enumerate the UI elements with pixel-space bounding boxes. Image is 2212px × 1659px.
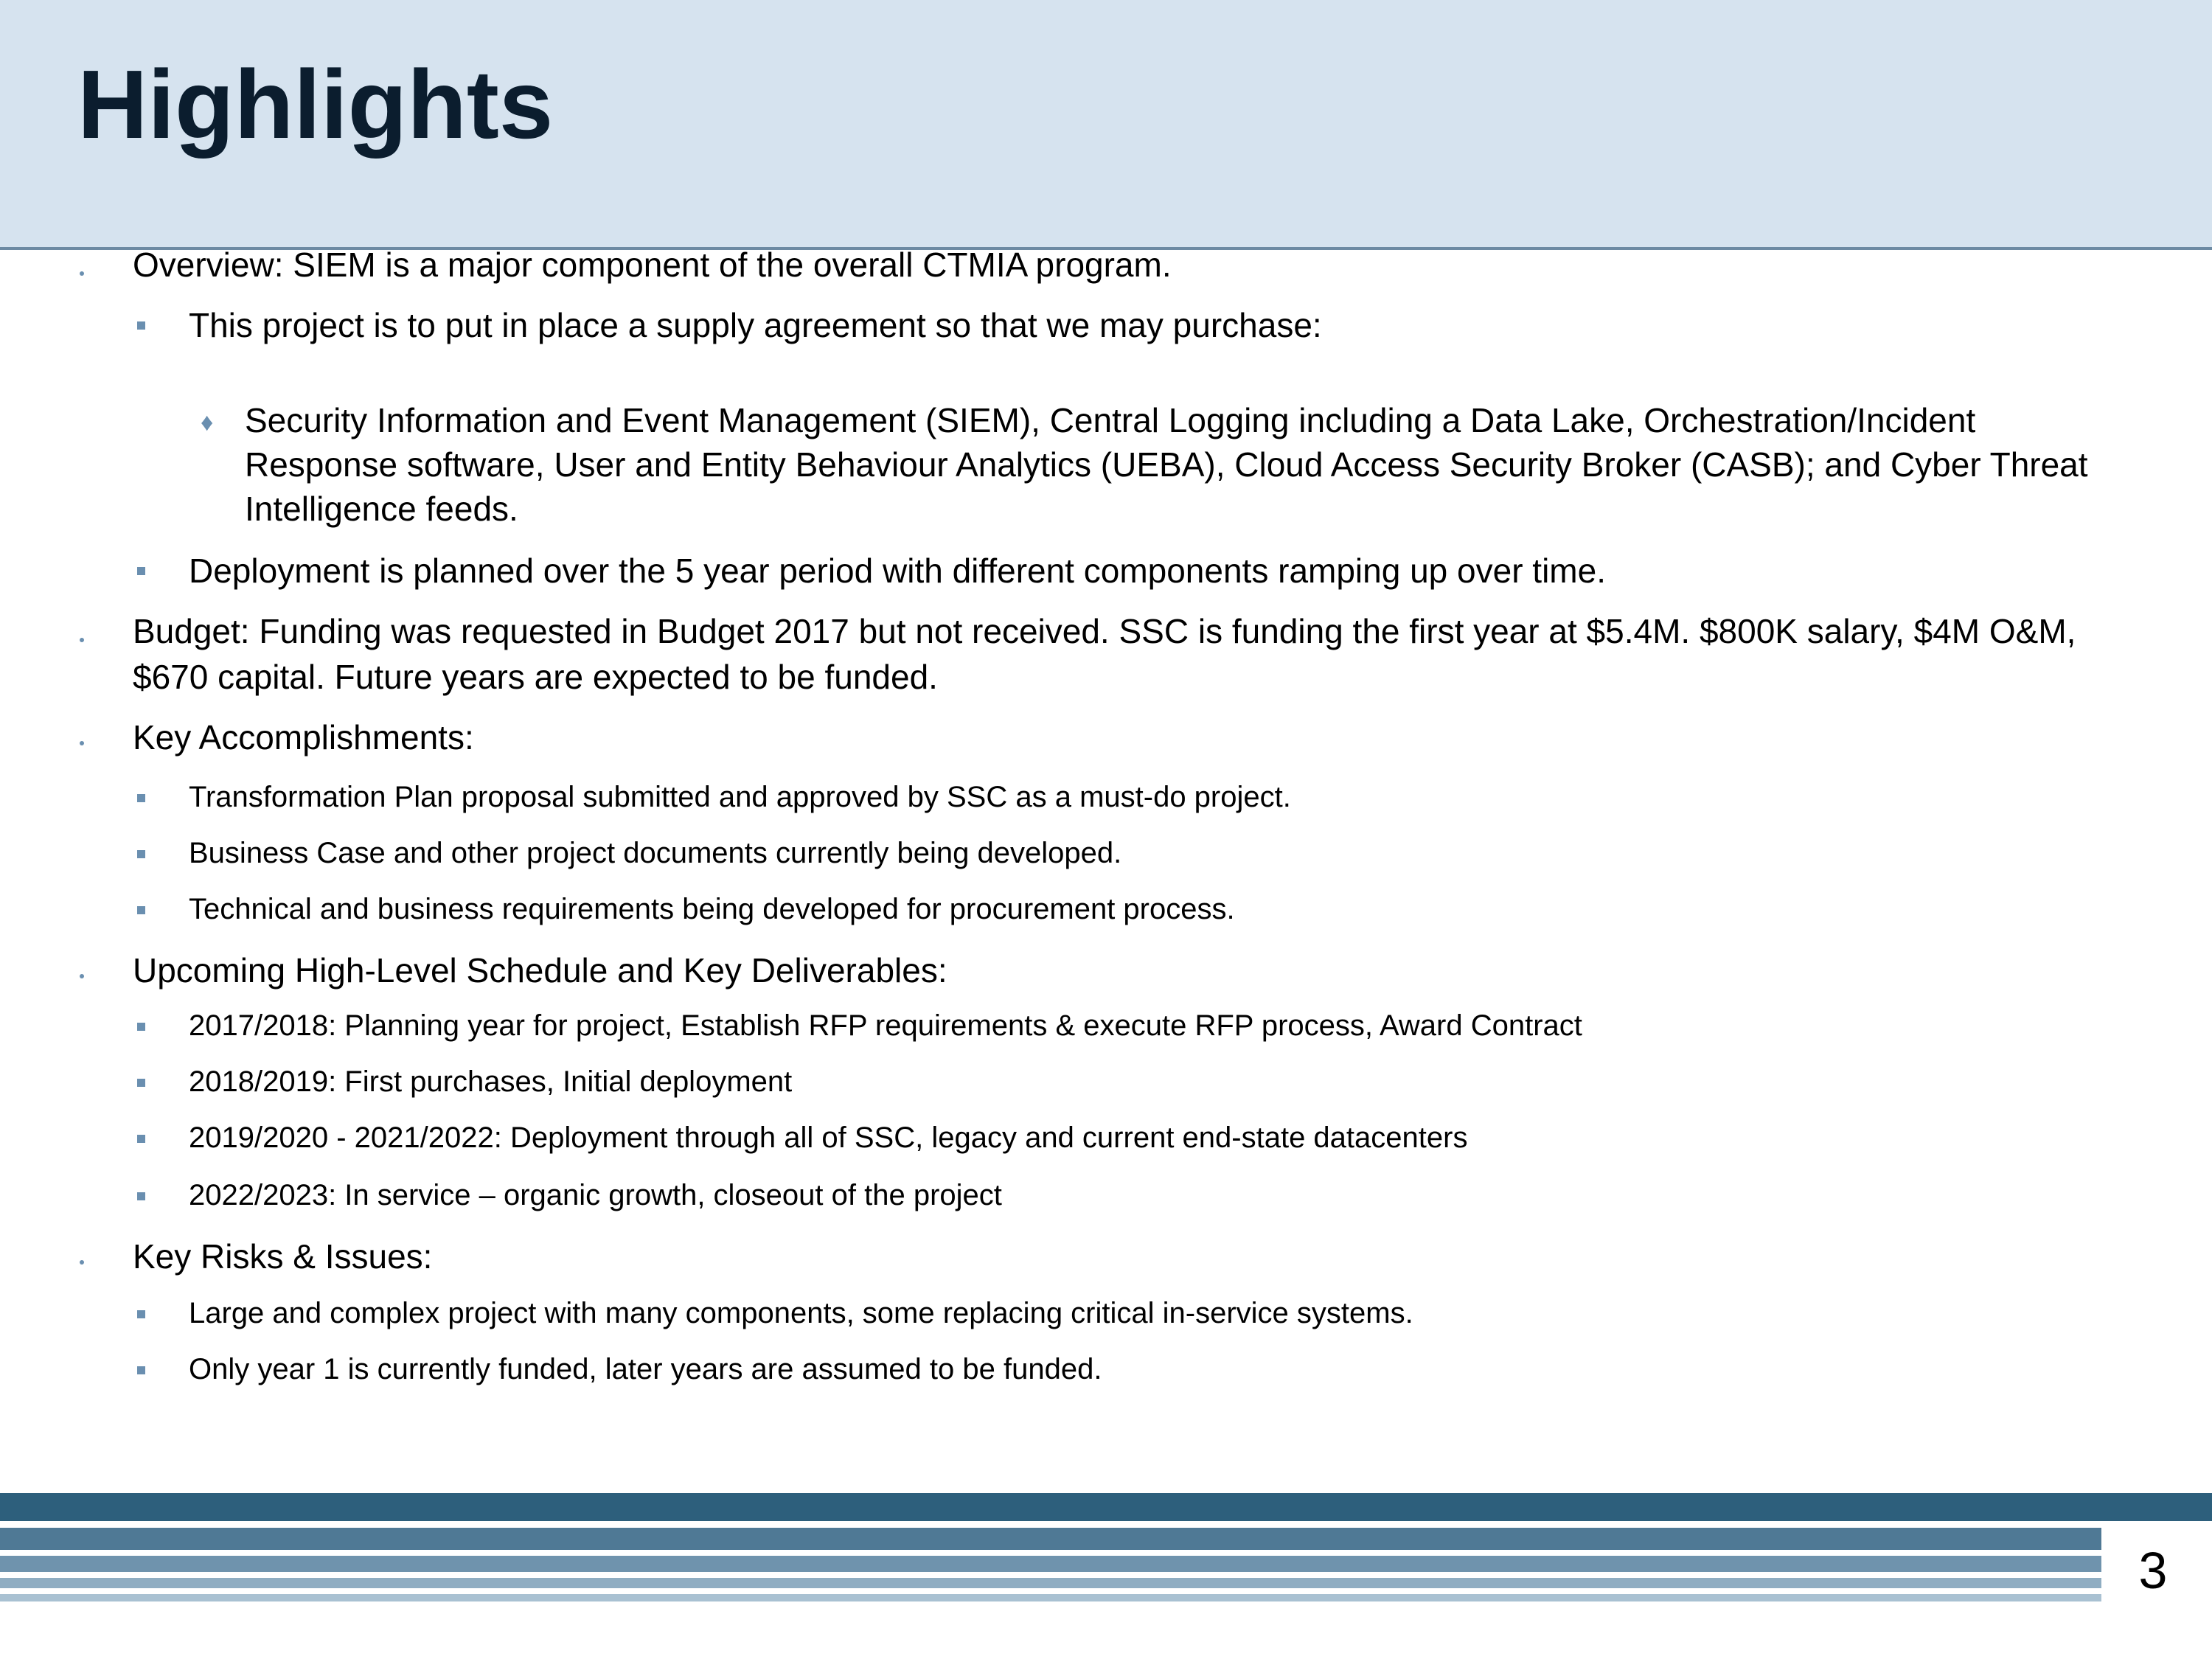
level2-bullet-icon <box>137 1023 145 1031</box>
footer-stripe <box>0 1594 2212 1601</box>
level2-bullet-icon <box>137 850 145 858</box>
budget-text: Budget: Funding was requested in Budget 2017 but not received. SSC is funding the first year at $5.4M. $800K salary, $4M O&M, $670 capital. Future years are expected to be funded. <box>133 612 2076 696</box>
accomplishments-heading: Key Accomplishments: <box>133 718 474 757</box>
diamond-bullet-icon: ♦ <box>201 408 214 437</box>
schedule-item: 2022/2023: In service – organic growth, closeout of the project <box>189 1179 1002 1211</box>
schedule-item: 2018/2019: First purchases, Initial deployment <box>189 1065 793 1098</box>
page-number: 3 <box>2138 1542 2168 1599</box>
risks-heading: Key Risks & Issues: <box>133 1237 433 1276</box>
footer-stripe <box>0 1556 2212 1572</box>
schedule-item: 2019/2020 - 2021/2022: Deployment through all of SSC, legacy and current end-state datacenters <box>189 1121 1468 1154</box>
level2-bullet-icon <box>137 906 145 914</box>
level2-bullet-icon <box>137 794 145 802</box>
level2-bullet-icon <box>137 1192 145 1200</box>
level1-bullet-icon <box>80 974 84 978</box>
accomplishment-item: Business Case and other project documents currently being developed. <box>189 837 1122 869</box>
level2-bullet-icon <box>137 1310 145 1318</box>
level1-bullet-icon <box>80 638 84 642</box>
risk-item: Only year 1 is currently funded, later years are assumed to be funded. <box>189 1353 1102 1385</box>
slide-title: Highlights <box>77 50 554 159</box>
overview-sub-item: Deployment is planned over the 5 year period with different components ramping up over time. <box>189 552 1606 590</box>
level1-bullet-icon <box>80 1260 84 1265</box>
level2-bullet-icon <box>137 321 145 330</box>
overview-sub-detail: Security Information and Event Management (SIEM), Central Logging including a Data Lake, Orchestration/Incident Response software, User and Entity Behaviour Analytics (UEBA), Cloud Access Security Broker (CASB); and Cyber Threat Intelligence feeds. <box>245 401 2088 528</box>
level1-bullet-icon <box>80 271 84 276</box>
schedule-item: 2017/2018: Planning year for project, Establish RFP requirements & execute RFP process, Award Contract <box>189 1009 1582 1042</box>
overview-sub-item: This project is to put in place a supply agreement so that we may purchase: <box>189 306 1322 344</box>
footer-stripe <box>0 1493 2212 1521</box>
overview-text: Overview: SIEM is a major component of the overall CTMIA program. <box>133 246 1172 284</box>
accomplishment-item: Technical and business requirements being developed for procurement process. <box>189 893 1235 925</box>
risk-item: Large and complex project with many components, some replacing critical in-service systems. <box>189 1297 1413 1329</box>
footer-stripe <box>0 1578 2212 1588</box>
accomplishment-item: Transformation Plan proposal submitted and approved by SSC as a must-do project. <box>189 781 1291 813</box>
level1-bullet-icon <box>80 741 84 745</box>
level2-bullet-icon <box>137 1135 145 1143</box>
footer-stripe <box>0 1528 2212 1550</box>
level2-bullet-icon <box>137 1079 145 1087</box>
level2-bullet-icon <box>137 1366 145 1374</box>
level2-bullet-icon <box>137 567 145 575</box>
schedule-heading: Upcoming High-Level Schedule and Key Deliverables: <box>133 951 947 990</box>
